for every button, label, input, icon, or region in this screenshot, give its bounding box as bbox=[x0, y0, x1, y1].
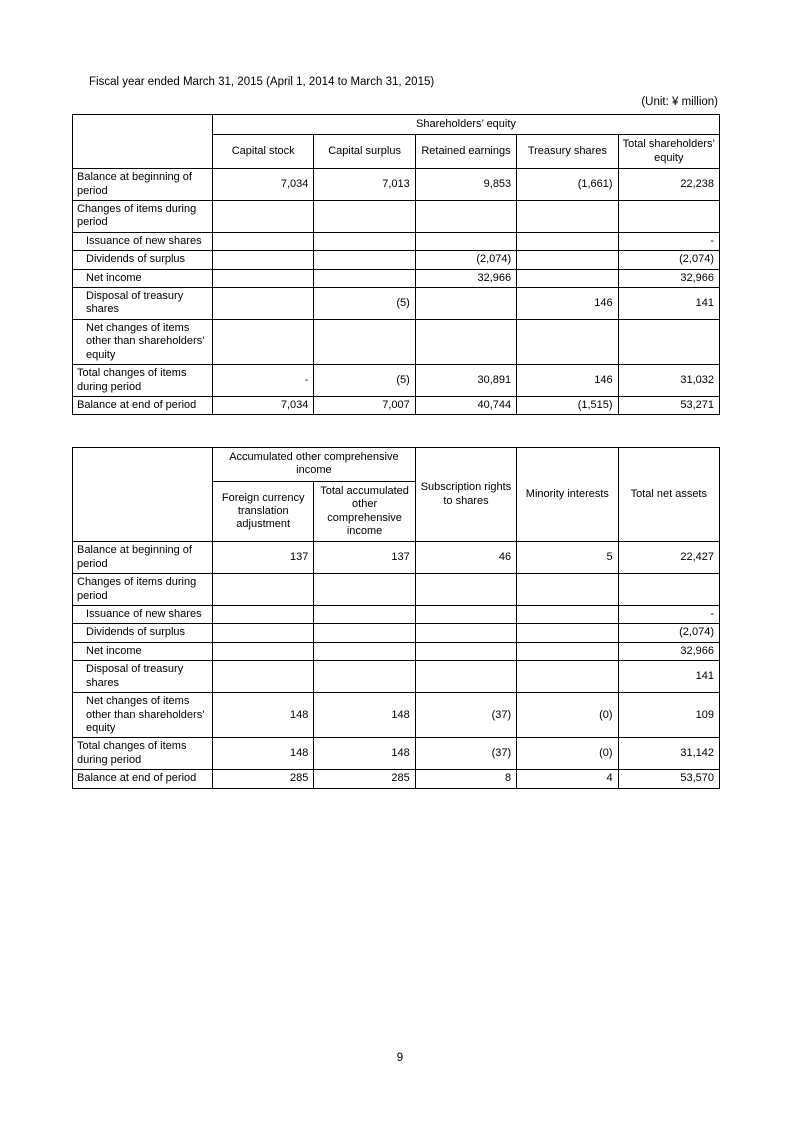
value-cell: 7,013 bbox=[314, 169, 415, 201]
value-cell bbox=[213, 232, 314, 250]
value-cell: 148 bbox=[213, 693, 314, 738]
column-header-total-accumulated-oci: Total accumulated other comprehensive income bbox=[314, 481, 415, 542]
value-cell bbox=[213, 201, 314, 233]
value-cell bbox=[213, 642, 314, 660]
value-cell bbox=[314, 661, 415, 693]
table-row bbox=[73, 365, 720, 397]
column-header-capital-surplus: Capital surplus bbox=[314, 135, 415, 169]
corner-cell bbox=[73, 448, 213, 542]
value-cell bbox=[517, 201, 618, 233]
value-cell: 285 bbox=[314, 770, 415, 788]
value-cell: 4 bbox=[517, 770, 618, 788]
value-cell bbox=[415, 624, 516, 642]
value-cell: 31,142 bbox=[618, 738, 719, 770]
value-cell: 32,966 bbox=[415, 269, 516, 287]
value-cell bbox=[213, 288, 314, 320]
value-cell bbox=[314, 624, 415, 642]
row-label: Issuance of new shares bbox=[73, 606, 213, 624]
value-cell bbox=[517, 251, 618, 269]
value-cell: - bbox=[213, 365, 314, 397]
column-header-treasury-shares: Treasury shares bbox=[517, 135, 618, 169]
column-header-capital-stock: Capital stock bbox=[213, 135, 314, 169]
net-assets-table bbox=[72, 447, 720, 789]
value-cell bbox=[314, 232, 415, 250]
table-row bbox=[73, 288, 720, 320]
table-body bbox=[73, 542, 720, 788]
value-cell: 141 bbox=[618, 661, 719, 693]
value-cell bbox=[213, 624, 314, 642]
value-cell bbox=[517, 232, 618, 250]
value-cell bbox=[415, 319, 516, 364]
value-cell: 141 bbox=[618, 288, 719, 320]
page-number: 9 bbox=[396, 1052, 404, 1064]
table-row bbox=[73, 169, 720, 201]
value-cell bbox=[618, 201, 719, 233]
row-label: Total changes of items during period bbox=[73, 365, 213, 397]
fiscal-year-heading: Fiscal year ended March 31, 2015 (April 1, 2014 to March 31, 2015) bbox=[89, 76, 435, 88]
value-cell: (2,074) bbox=[618, 624, 719, 642]
value-cell: 22,238 bbox=[618, 169, 719, 201]
table-row bbox=[73, 642, 720, 660]
row-label: Dividends of surplus bbox=[73, 624, 213, 642]
value-cell: 40,744 bbox=[415, 396, 516, 414]
value-cell bbox=[213, 574, 314, 606]
value-cell bbox=[213, 269, 314, 287]
value-cell bbox=[314, 251, 415, 269]
value-cell bbox=[314, 574, 415, 606]
table-row bbox=[73, 738, 720, 770]
value-cell bbox=[213, 606, 314, 624]
value-cell bbox=[517, 661, 618, 693]
value-cell bbox=[213, 251, 314, 269]
row-label: Net changes of items other than shareholders’ equity bbox=[73, 693, 213, 738]
column-header-total-net-assets: Total net assets bbox=[618, 448, 719, 542]
row-label: Issuance of new shares bbox=[73, 232, 213, 250]
value-cell bbox=[314, 319, 415, 364]
table-row bbox=[73, 624, 720, 642]
corner-cell bbox=[73, 115, 213, 169]
value-cell bbox=[517, 319, 618, 364]
table-body bbox=[73, 169, 720, 415]
row-label: Changes of items during period bbox=[73, 201, 213, 233]
row-label: Dividends of surplus bbox=[73, 251, 213, 269]
value-cell bbox=[314, 606, 415, 624]
value-cell bbox=[415, 574, 516, 606]
value-cell: (37) bbox=[415, 693, 516, 738]
value-cell: 148 bbox=[314, 693, 415, 738]
value-cell: 53,271 bbox=[618, 396, 719, 414]
row-label: Balance at beginning of period bbox=[73, 169, 213, 201]
value-cell bbox=[314, 201, 415, 233]
table-row bbox=[73, 606, 720, 624]
column-header-retained-earnings: Retained earnings bbox=[415, 135, 516, 169]
value-cell bbox=[517, 624, 618, 642]
value-cell: 5 bbox=[517, 542, 618, 574]
value-cell bbox=[618, 319, 719, 364]
table-row bbox=[73, 251, 720, 269]
table-row bbox=[73, 396, 720, 414]
unit-note: (Unit: ¥ million) bbox=[641, 96, 718, 108]
value-cell bbox=[618, 574, 719, 606]
value-cell: 53,570 bbox=[618, 770, 719, 788]
table-row bbox=[73, 201, 720, 233]
value-cell: 32,966 bbox=[618, 269, 719, 287]
table-row bbox=[73, 319, 720, 364]
table-row bbox=[73, 574, 720, 606]
group-header-row bbox=[73, 115, 720, 135]
value-cell bbox=[517, 642, 618, 660]
value-cell: 9,853 bbox=[415, 169, 516, 201]
value-cell: (37) bbox=[415, 738, 516, 770]
table-row bbox=[73, 693, 720, 738]
table-row bbox=[73, 661, 720, 693]
value-cell: 31,032 bbox=[618, 365, 719, 397]
row-label: Disposal of treasury shares bbox=[73, 661, 213, 693]
value-cell: (1,661) bbox=[517, 169, 618, 201]
value-cell bbox=[213, 319, 314, 364]
value-cell: 285 bbox=[213, 770, 314, 788]
value-cell bbox=[517, 269, 618, 287]
value-cell: 32,966 bbox=[618, 642, 719, 660]
row-label: Net income bbox=[73, 642, 213, 660]
value-cell: - bbox=[618, 606, 719, 624]
value-cell bbox=[415, 606, 516, 624]
value-cell bbox=[314, 269, 415, 287]
value-cell: 137 bbox=[213, 542, 314, 574]
value-cell: 146 bbox=[517, 365, 618, 397]
value-cell bbox=[517, 606, 618, 624]
row-label: Changes of items during period bbox=[73, 574, 213, 606]
column-header-foreign-currency-translation: Foreign currency translation adjustment bbox=[213, 481, 314, 542]
value-cell bbox=[213, 661, 314, 693]
row-label: Total changes of items during period bbox=[73, 738, 213, 770]
value-cell bbox=[415, 661, 516, 693]
value-cell bbox=[314, 642, 415, 660]
value-cell bbox=[517, 574, 618, 606]
group-header-accumulated-oci: Accumulated other comprehensive income bbox=[213, 448, 416, 482]
value-cell: (5) bbox=[314, 288, 415, 320]
table-row bbox=[73, 269, 720, 287]
value-cell: 148 bbox=[213, 738, 314, 770]
value-cell bbox=[415, 288, 516, 320]
value-cell: 7,034 bbox=[213, 169, 314, 201]
value-cell bbox=[415, 201, 516, 233]
row-label: Disposal of treasury shares bbox=[73, 288, 213, 320]
row-label: Net income bbox=[73, 269, 213, 287]
group-header-row bbox=[73, 448, 720, 482]
value-cell: (2,074) bbox=[415, 251, 516, 269]
group-header-shareholders-equity: Shareholders’ equity bbox=[213, 115, 720, 135]
column-header-total-shareholders-equity: Total shareholders’ equity bbox=[618, 135, 719, 169]
value-cell: 137 bbox=[314, 542, 415, 574]
value-cell: (2,074) bbox=[618, 251, 719, 269]
value-cell bbox=[415, 232, 516, 250]
value-cell: 7,034 bbox=[213, 396, 314, 414]
value-cell: 7,007 bbox=[314, 396, 415, 414]
column-header-minority-interests: Minority interests bbox=[517, 448, 618, 542]
row-label: Balance at beginning of period bbox=[73, 542, 213, 574]
value-cell: 8 bbox=[415, 770, 516, 788]
value-cell: 148 bbox=[314, 738, 415, 770]
row-label: Net changes of items other than shareholders’ equity bbox=[73, 319, 213, 364]
value-cell: (0) bbox=[517, 738, 618, 770]
value-cell: 46 bbox=[415, 542, 516, 574]
table-row bbox=[73, 232, 720, 250]
value-cell: 22,427 bbox=[618, 542, 719, 574]
table-row bbox=[73, 542, 720, 574]
column-header-subscription-rights: Subscription rights to shares bbox=[415, 448, 516, 542]
value-cell: 30,891 bbox=[415, 365, 516, 397]
value-cell: (5) bbox=[314, 365, 415, 397]
table-row bbox=[73, 770, 720, 788]
shareholders-equity-table bbox=[72, 114, 720, 415]
value-cell: (0) bbox=[517, 693, 618, 738]
value-cell: (1,515) bbox=[517, 396, 618, 414]
row-label: Balance at end of period bbox=[73, 770, 213, 788]
value-cell bbox=[415, 642, 516, 660]
value-cell: - bbox=[618, 232, 719, 250]
row-label: Balance at end of period bbox=[73, 396, 213, 414]
value-cell: 109 bbox=[618, 693, 719, 738]
value-cell: 146 bbox=[517, 288, 618, 320]
